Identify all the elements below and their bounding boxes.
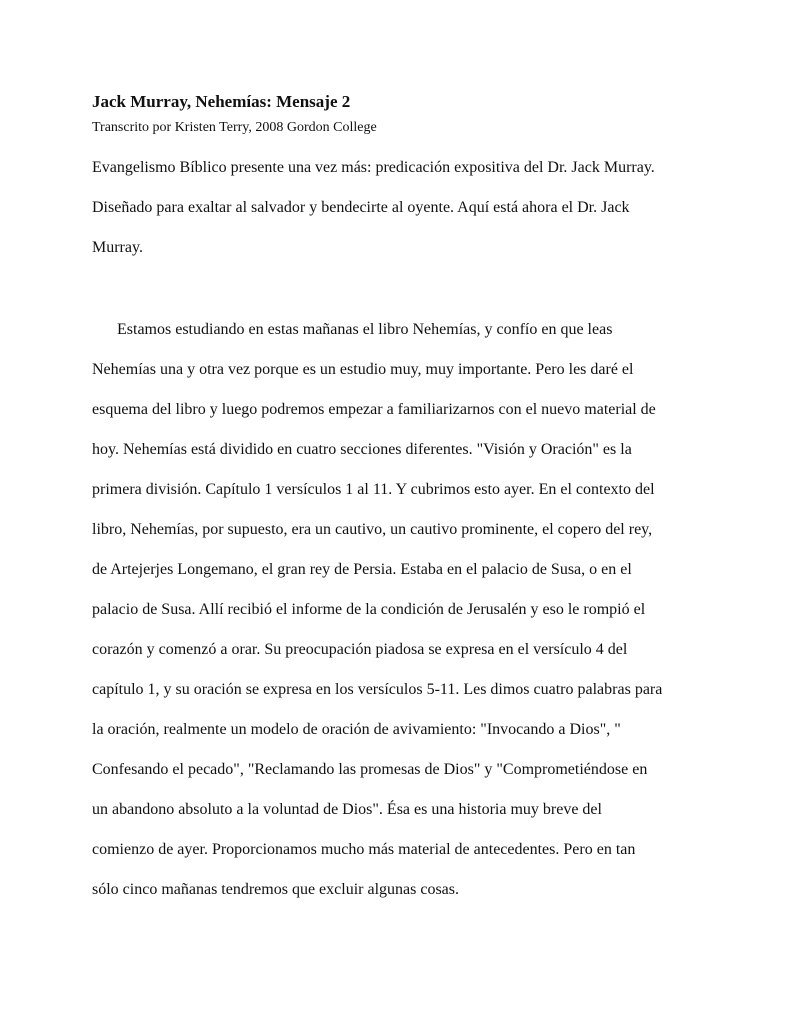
text-line: Diseñado para exaltar al salvador y bendecirte al oyente. Aquí está ahora el Dr. Jack: [92, 199, 630, 216]
text-line: libro, Nehemías, por supuesto, era un cautivo, un cautivo prominente, el copero del rey,: [92, 521, 653, 538]
text-line: Nehemías una y otra vez porque es un estudio muy, muy importante. Pero les daré el: [92, 361, 634, 378]
text-line: comienzo de ayer. Proporcionamos mucho más material de antecedentes. Pero en tan: [92, 841, 636, 858]
text-line: la oración, realmente un modelo de oración de avivamiento: "Invocando a Dios", ": [92, 721, 621, 738]
text-line: sólo cinco mañanas tendremos que excluir algunas cosas.: [92, 881, 459, 898]
text-line: esquema del libro y luego podremos empezar a familiarizarnos con el nuevo material de: [92, 401, 656, 418]
document-subtitle: Transcrito por Kristen Terry, 2008 Gordon College: [92, 120, 377, 135]
text-line: un abandono absoluto a la voluntad de Dios". Ésa es una historia muy breve del: [92, 801, 602, 818]
text-line: capítulo 1, y su oración se expresa en los versículos 5-11. Les dimos cuatro palabras para: [92, 681, 663, 698]
text-line: primera división. Capítulo 1 versículos 1 al 11. Y cubrimos esto ayer. En el contexto del: [92, 481, 655, 498]
text-line: Estamos estudiando en estas mañanas el libro Nehemías, y confío en que leas: [117, 321, 613, 338]
text-line: hoy. Nehemías está dividido en cuatro secciones diferentes. "Visión y Oración" es la: [92, 441, 632, 458]
text-line: corazón y comenzó a orar. Su preocupación piadosa se expresa en el versículo 4 del: [92, 641, 628, 658]
text-line: Confesando el pecado", "Reclamando las promesas de Dios" y "Comprometiéndose en: [92, 761, 648, 778]
text-line: Evangelismo Bíblico presente una vez más: predicación expositiva del Dr. Jack Murray.: [92, 159, 655, 176]
text-line: palacio de Susa. Allí recibió el informe de la condición de Jerusalén y eso le rompió el: [92, 601, 646, 618]
document-title: Jack Murray, Nehemías: Mensaje 2: [92, 92, 351, 111]
text-line: de Artejerjes Longemano, el gran rey de Persia. Estaba en el palacio de Susa, o en el: [92, 561, 632, 578]
text-line: Murray.: [92, 239, 143, 256]
